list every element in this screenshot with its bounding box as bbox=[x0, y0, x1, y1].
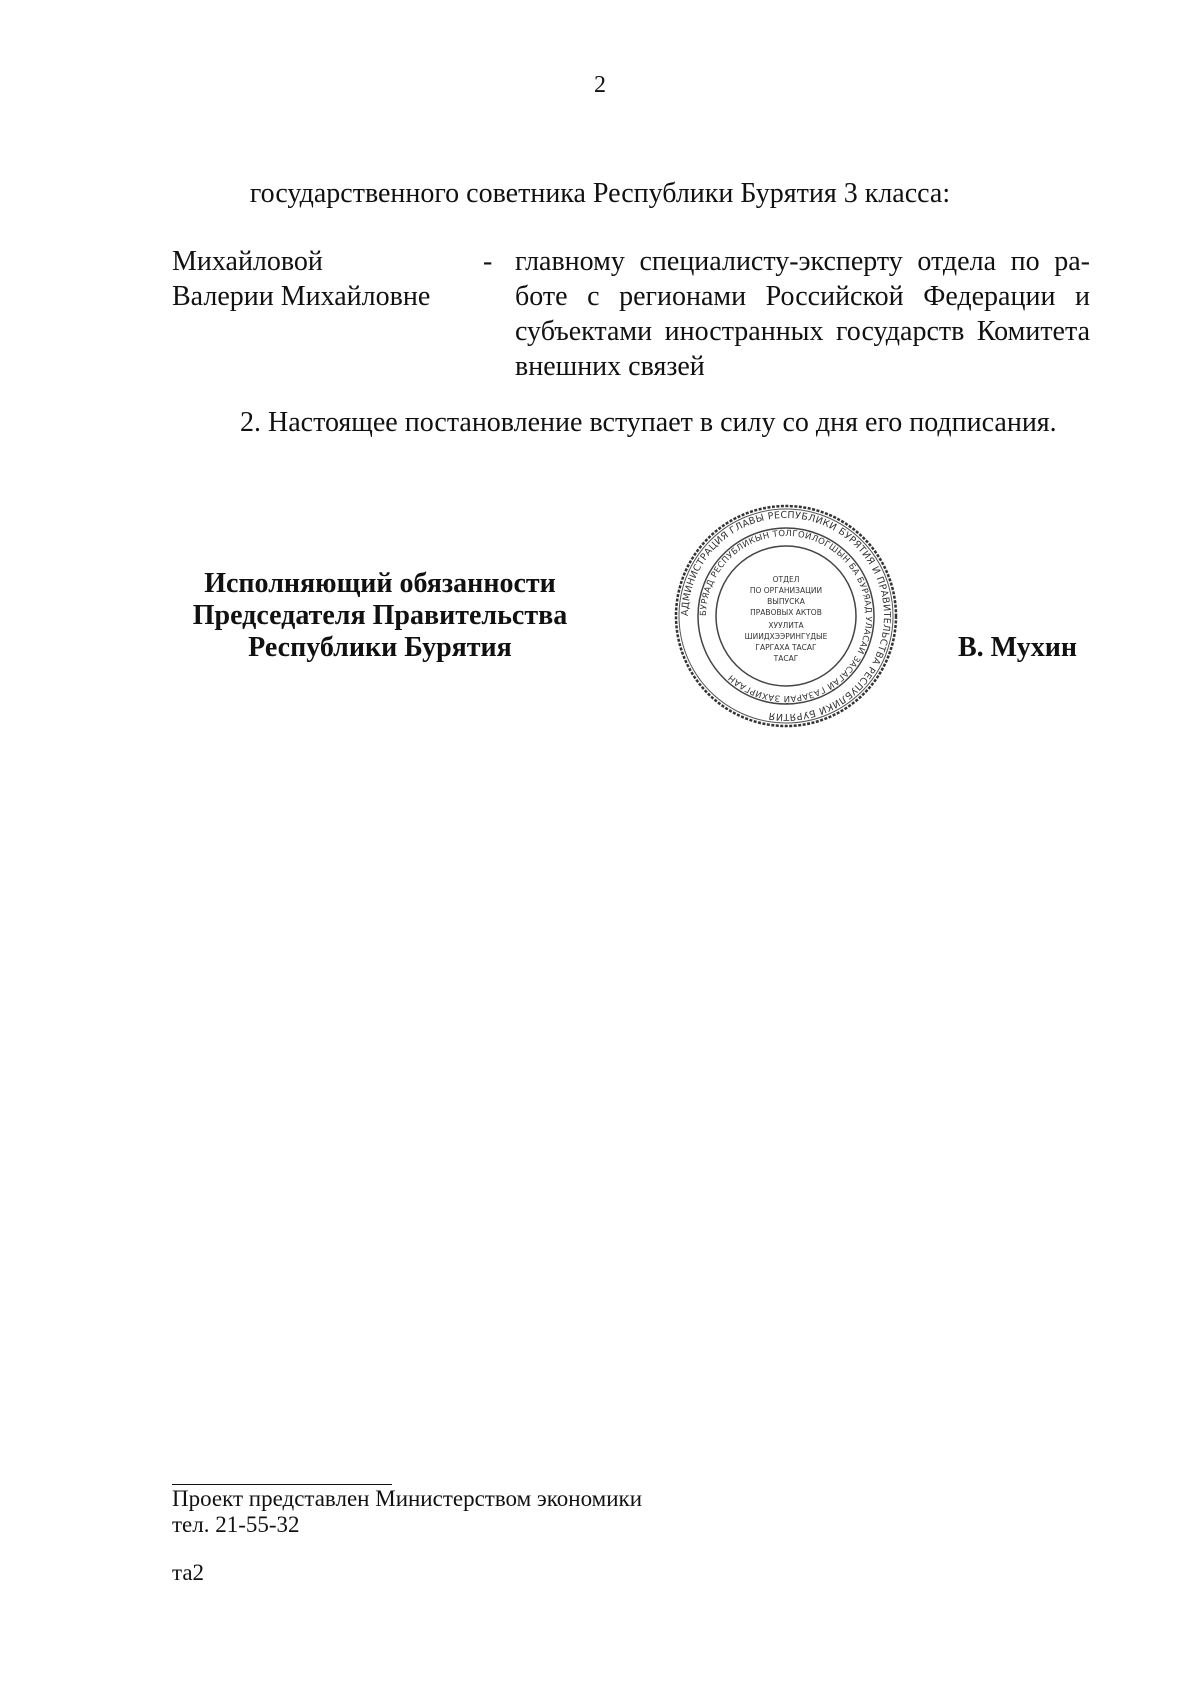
footnote-divider bbox=[172, 1484, 392, 1485]
stamp-center-line-4: ПРАВОВЫХ АКТОВ bbox=[750, 608, 822, 617]
stamp-center-line-3: ВЫПУСКА bbox=[767, 597, 805, 606]
signatory-title-line-3: Республики Бурятия bbox=[248, 632, 512, 663]
assignee-surname: Михайловой bbox=[172, 246, 323, 277]
signatory-title-line-1: Исполняющий обязанности bbox=[204, 568, 556, 599]
position-line-1: главному специалисту-эксперту отдела по ра- bbox=[515, 246, 1090, 277]
assignee-position bbox=[515, 244, 1090, 384]
position-line-3: субъектами иностранных государств Комитета bbox=[515, 316, 1090, 347]
stamp-center-line-2: ПО ОРГАНИЗАЦИИ bbox=[749, 586, 823, 595]
stamp-ring-inner: БУРЯАД РЕСПУБЛИКЫН ТОЛГОЙЛОГШЫН БА БУРЯАД УЛАСАЙ ЗАСАГАЙ ГАЗАРАЙ ЗАХИРГААН bbox=[698, 528, 874, 704]
document-code: та2 bbox=[172, 1560, 205, 1585]
stamp-ring-outer: АДМИНИСТРАЦИЯ ГЛАВЫ РЕСПУБЛИКИ БУРЯТИЯ И ПРАВИТЕЛЬСТВА РЕСПУБЛИКИ БУРЯТИЯ bbox=[679, 509, 893, 723]
appointment-heading: государственного советника Республики Бурятия 3 класса: bbox=[249, 178, 951, 209]
stamp-center-line-8: ТАСАГ bbox=[773, 654, 799, 663]
page-number: 2 bbox=[594, 72, 606, 98]
signatory-name: В. Мухин bbox=[958, 632, 1077, 663]
signatory-title bbox=[160, 568, 600, 664]
footnote-submitter: Проект представлен Министерством экономики bbox=[172, 1486, 643, 1511]
footnote-phone: тел. 21-55-32 bbox=[172, 1512, 300, 1537]
position-line-2: боте с регионами Российской Федерации и bbox=[515, 281, 1090, 312]
clause-2: 2. Настоящее постановление вступает в силу со дня его подписания. bbox=[240, 407, 1057, 438]
stamp-center-line-7: ГАРГАХА ТАСАГ bbox=[755, 643, 817, 652]
signatory-title-line-2: Председателя Правительства bbox=[192, 600, 568, 631]
assignee-name bbox=[172, 244, 472, 314]
stamp-center-line-5: ХУУЛИТА bbox=[768, 621, 804, 630]
stamp-center-line-1: ОТДЕЛ bbox=[772, 575, 800, 584]
stamp-center-line-6: ШИИДХЭЭРИНГҮДЫЕ bbox=[744, 632, 828, 641]
assignee-given-names: Валерии Михайловне bbox=[172, 281, 431, 312]
official-stamp bbox=[672, 502, 900, 730]
separator-dash: - bbox=[483, 246, 493, 277]
position-line-4: внешних связей bbox=[515, 351, 705, 382]
